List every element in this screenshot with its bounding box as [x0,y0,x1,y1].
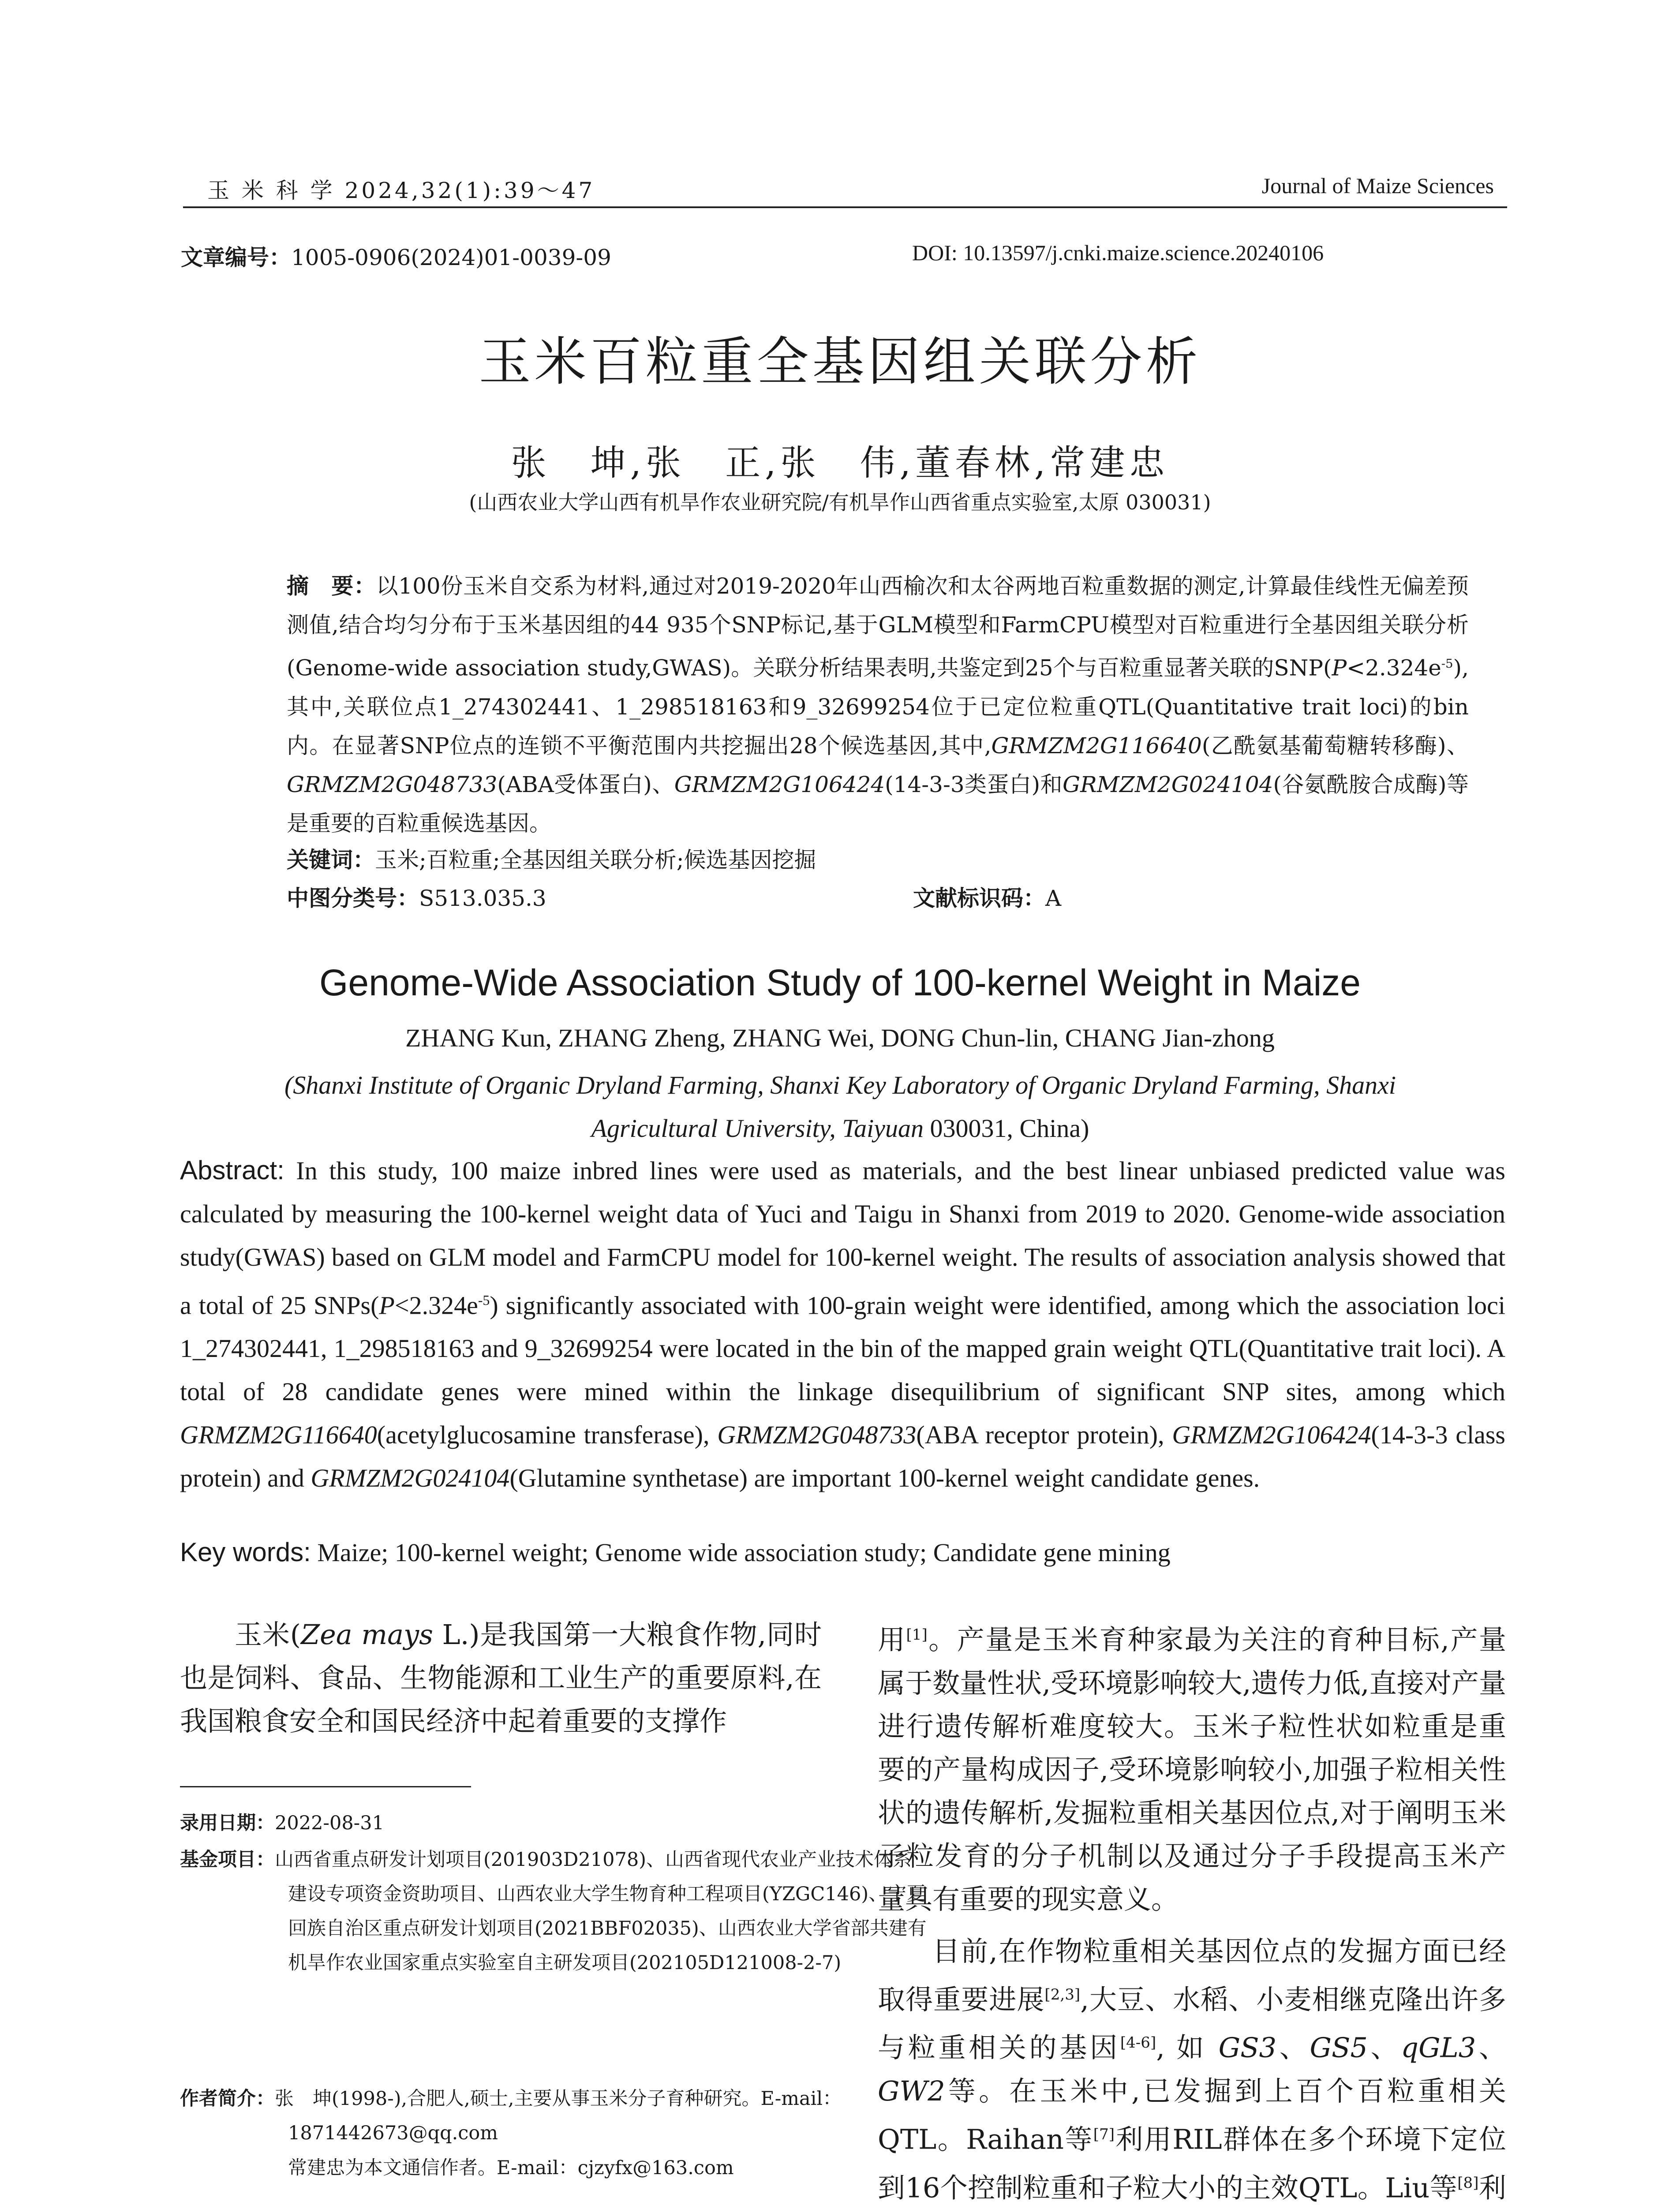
footnote-author: 作者简介：张 坤(1998-),合肥人,硕士,主要从事玉米分子育种研究。E-mail：1871442673@qq.com [180,2088,842,2144]
authors-en: ZHANG Kun, ZHANG Zheng, ZHANG Wei, DONG Chun-lin, CHANG Jian-zhong [405,1024,1275,1052]
gene-name: GW2 [878,2074,945,2107]
title-en: Genome-Wide Association Study of 100-kernel Weight in Maize [319,962,1361,1003]
article-number-value: 1005-0906(2024)01-0039-09 [291,245,611,270]
footnote-corresponding: 常建忠为本文通信作者。E-mail：cjzyfx@163.com [288,2157,734,2179]
running-header-journal-en: Journal of Maize Sciences [1261,173,1494,198]
gene-name: GRMZM2G024104 [311,1464,510,1493]
citation: [7] [1093,2125,1115,2143]
affiliation-en: (Shanxi Institute of Organic Dryland Farming, Shanxi Key Laboratory of Organic Dryland Farming, Shanxi Agricultural University, Taiyuan 030031, China) [284,1071,1396,1143]
gene-name: GRMZM2G048733 [717,1420,917,1450]
document-code-value: A [1045,886,1062,911]
document-code [913,881,1061,912]
title-cn: 玉米百粒重全基因组关联分析 [479,331,1201,392]
article-number [181,240,611,272]
clc-number [287,881,546,912]
citation: [2,3] [1044,1985,1081,2003]
keywords-en-text: Maize; 100-kernel weight; Genome wide association study; Candidate gene mining [311,1538,1171,1567]
footnote-received: 录用日期：2022-08-31 [180,1812,384,1834]
affiliation-cn: (山西农业大学山西有机旱作农业研究院/有机旱作山西省重点实验室,太原 030031) [469,490,1211,514]
gene-name: GRMZM2G106424 [1172,1420,1371,1450]
abstract-en-label: Abstract: [180,1155,284,1185]
running-header-journal: 玉 米 科 学 2024,32(1):39～47 [207,178,595,203]
article-number-label: 文章编号： [181,245,291,270]
body-paragraph: 用[1]。产量是玉米育种家最为关注的育种目标,产量属于数量性状,受环境影响较大,遗传力低,直接对产量进行遗传解析难度较大。玉米子粒性状如粒重是重要的产量构成因子,受环境影响较小,加强子粒相关性状的遗传解析,发掘粒重相关基因位点,对于阐明玉米子粒发育的分子机制以及通过分子手段提高玉米产量具有重要的现实意义。 [878,1623,1506,1915]
gene-name: GS3 [1218,2031,1277,2064]
keywords-en-label: Key words: [180,1537,311,1567]
body-right-column [878,1613,1506,2205]
abstract-cn-label: 摘 要： [287,573,376,599]
footnote-rule [180,1786,471,1787]
keywords-cn-text: 玉米;百粒重;全基因组关联分析;候选基因挖掘 [375,847,816,873]
gene-name: GRMZM2G116640 [991,733,1202,759]
authors-cn: 张 坤,张 正,张 伟,董春林,常建忠 [511,442,1169,483]
document-code-label: 文献标识码： [913,886,1045,911]
footnote-fund: 基金项目：山西省重点研发计划项目(201903D21078)、山西省现代农业产业技术体系建设专项资金资助项目、山西农业大学生物育种工程项目(YZGC146)、宁夏回族自治区重点研发计划项目(2021BBF02035)、山西农业大学省部共建有机旱作农业国家重点实验室自主研发项目(202105D121008-2-7) [180,1849,927,1974]
doi: DOI: 10.13597/j.cnki.maize.science.20240106 [912,240,1324,265]
abstract-en: Abstract: In this study, 100 maize inbred lines were used as materials, and the best linear unbiased predicted value was calculated by measuring the 100-kernel weight data of Yuci and Taigu in Shanxi from 2019 to 2020. Genome-wide association study(GWAS) based on GLM model and FarmCPU model for 100-kernel weight. The results of association analysis showed that a total of 25 $SNPs(P<2.324e^{-5})$ significantly associated with 100-grain weight were identified, among which the association loci 1_274302441, 1_298518163 and 9_32699254 were located in the bin of the mapped grain weight QTL(Quantitative trait loci). A total of 28 candidate genes were mined within the linkage disequilibrium of significant SNP sites, among which GRMZM2G116640(acetylglucosamine transferase), GRMZM2G048733(ABA receptor protein), GRMZM2G106424(14-3-3 class protein) and GRMZM2G024104(Glutamine synthetase) are important 100-kernel weight candidate genes. [180,1155,1505,1493]
keywords-en [180,1537,1505,1567]
citation: [8] [1457,2174,1479,2192]
header-rule [183,206,1507,208]
citation: [1] [906,1626,928,1644]
citation: [4-6] [1120,2034,1156,2052]
gene-name: GRMZM2G116640 [180,1420,377,1450]
gene-name: GRMZM2G048733 [287,771,498,797]
body-left-column [180,1613,822,1743]
body-paragraph: 玉米(Zea mays L.)是我国第一大粮食作物,同时也是饲料、食品、生物能源和工业生产的重要原料,在我国粮食安全和国民经济中起着重要的支撑作 [180,1618,822,1737]
abstract-cn: 摘 要：以100份玉米自交系为材料,通过对2019-2020年山西榆次和太谷两地百粒重数据的测定,计算最佳线性无偏差预测值,结合均匀分布于玉米基因组的44 935个SNP标记,基于GLM模型和FarmCPU模型对百粒重进行全基因组关联分析(Genome-wide association study,GWAS)。关联分析结果表明,共鉴定到25个与百粒重显著关联的$SNP(P<2.324e^{-5})$,其中,关联位点1_274302441、1_298518163和9_32699254位于已定位粒重QTL(Quantitative trait loci)的bin内。在显著SNP位点的连锁不平衡范围内共挖掘出28个候选基因,其中,GRMZM2G116640(乙酰氨基葡萄糖转移酶)、GRMZM2G048733(ABA受体蛋白)、GRMZM2G106424(14-3-3类蛋白)和GRMZM2G024104(谷氨酰胺合成酶)等是重要的百粒重候选基因。 [287,573,1469,836]
body-paragraph: 目前,在作物粒重相关基因位点的发掘方面已经取得重要进展[2,3],大豆、水稻、小麦相继克隆出许多与粒重相关的基因[4-6], 如 GS3、GS5、qGL3、GW2等。在玉米中,已发掘到上百个百粒重相关QTL。Raihan等[7]利用RIL群体在多个环境下定位到16个控制粒重和子粒大小的主效QTL。Liu等[8]利 [878,1935,1506,2204]
gene-name: GRMZM2G024104 [1063,771,1273,797]
gene-name: GS5 [1310,2031,1368,2064]
gene-name: GRMZM2G106424 [674,771,885,797]
keywords-cn-label: 关键词： [287,847,375,873]
clc-value: S513.035.3 [419,886,546,911]
clc-label: 中图分类号： [287,886,419,911]
keywords-cn [287,842,816,874]
gene-name: qGL3 [1401,2031,1476,2064]
